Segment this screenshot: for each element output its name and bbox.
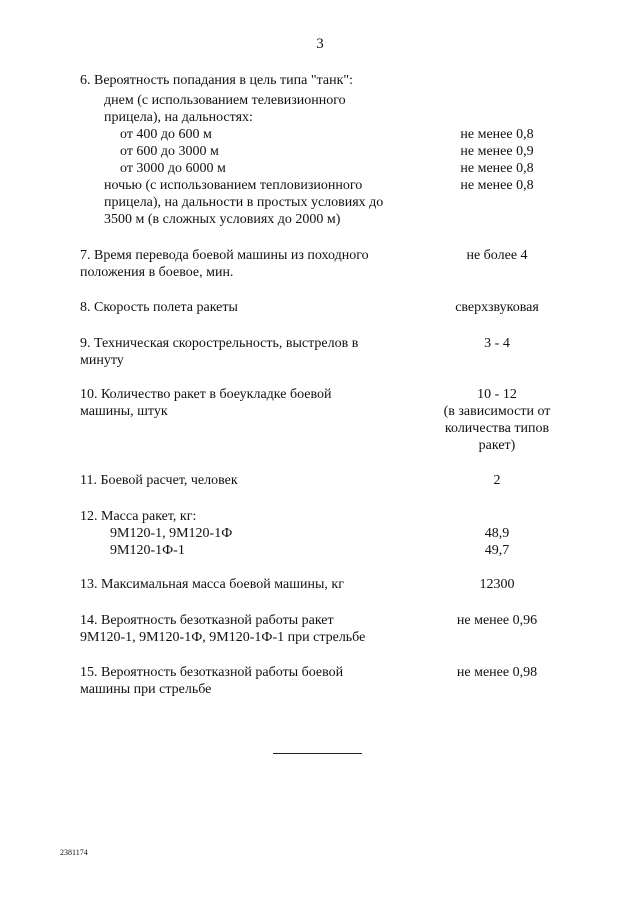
item-8-value: сверхзвуковая xyxy=(455,300,539,315)
item-10-value-4: ракет) xyxy=(478,438,516,453)
item-6-day-line-1: днем (с использованием телевизионного xyxy=(104,93,346,108)
item-6-value-3: не менее 0,8 xyxy=(460,161,534,176)
item-6-night-line-2: прицела), на дальности в простых условиях до xyxy=(104,195,384,210)
item-6-day-line-2: прицела), на дальностях: xyxy=(104,110,253,125)
footer-code: 2381174 xyxy=(60,848,88,857)
item-6-range-3: от 3000 до 6000 м xyxy=(120,161,226,176)
item-12-sub-1: 9М120-1, 9М120-1Ф xyxy=(110,526,233,541)
item-12-sub-2: 9М120-1Ф-1 xyxy=(110,543,185,558)
item-6-range-2: от 600 до 3000 м xyxy=(120,144,219,159)
item-6-night-line-3: 3500 м (в сложных условиях до 2000 м) xyxy=(104,212,341,227)
item-10-line-1: 10. Количество ракет в боеукладке боевой xyxy=(80,387,332,402)
page-number: 3 xyxy=(316,36,324,52)
item-6-title: 6. Вероятность попадания в цель типа "танк": xyxy=(80,73,353,88)
item-6-value-4: не менее 0,8 xyxy=(460,178,534,193)
item-13-line-1: 13. Максимальная масса боевой машины, кг xyxy=(80,577,344,592)
item-12-line-1: 12. Масса ракет, кг: xyxy=(80,509,197,524)
item-7-line-2: положения в боевое, мин. xyxy=(80,265,234,280)
item-14-line-2: 9М120-1, 9М120-1Ф, 9М120-1Ф-1 при стрельбе xyxy=(80,630,366,645)
item-11-value: 2 xyxy=(493,473,501,488)
item-11-line-1: 11. Боевой расчет, человек xyxy=(80,473,238,488)
item-13-value: 12300 xyxy=(479,577,515,592)
item-7-value: не более 4 xyxy=(466,248,528,263)
item-6-value-2: не менее 0,9 xyxy=(460,144,534,159)
item-15-line-1: 15. Вероятность безотказной работы боевой xyxy=(80,665,344,680)
item-14-value: не менее 0,96 xyxy=(456,613,538,628)
item-14-line-1: 14. Вероятность безотказной работы ракет xyxy=(80,613,334,628)
item-6-value-1: не менее 0,8 xyxy=(460,127,534,142)
item-12-value-1: 48,9 xyxy=(484,526,510,541)
end-rule xyxy=(273,753,362,754)
item-6-night-line-1: ночью (с использованием тепловизионного xyxy=(104,178,363,193)
item-10-value-2: (в зависимости от xyxy=(443,404,551,419)
item-15-line-2: машины при стрельбе xyxy=(80,682,212,697)
item-15-value: не менее 0,98 xyxy=(456,665,538,680)
item-10-value-3: количества типов xyxy=(444,421,550,436)
item-6-range-1: от 400 до 600 м xyxy=(120,127,212,142)
item-8-line-1: 8. Скорость полета ракеты xyxy=(80,300,238,315)
item-10-line-2: машины, штук xyxy=(80,404,168,419)
item-9-line-2: минуту xyxy=(80,353,124,368)
item-9-line-1: 9. Техническая скорострельность, выстрелов в xyxy=(80,336,359,351)
item-7-line-1: 7. Время перевода боевой машины из походного xyxy=(80,248,369,263)
item-12-value-2: 49,7 xyxy=(484,543,510,558)
item-10-value-1: 10 - 12 xyxy=(477,387,517,402)
item-9-value: 3 - 4 xyxy=(484,336,510,351)
